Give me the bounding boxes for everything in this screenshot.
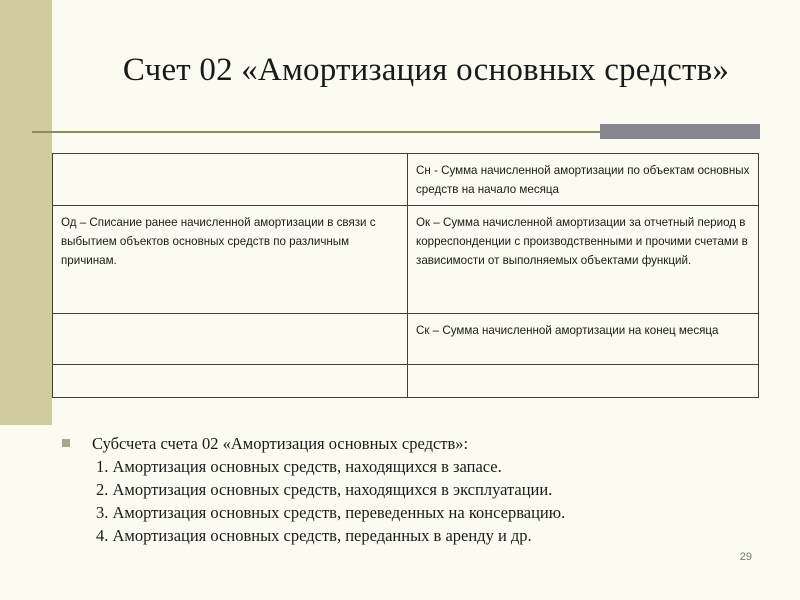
list-item: 2. Амортизация основных средств, находящихся в эксплуатации. — [96, 480, 553, 499]
debit-cell — [53, 365, 408, 398]
credit-cell-closing-balance: Ск – Сумма начисленной амортизации на конец месяца — [408, 314, 759, 365]
credit-cell-opening-balance: Сн - Сумма начисленной амортизации по объектам основных средств на начало месяца — [408, 154, 759, 206]
page-number: 29 — [739, 551, 752, 563]
subaccounts-heading: Субсчета счета 02 «Амортизация основных средств»: — [92, 434, 469, 453]
table-row — [53, 206, 759, 314]
list-item: 3. Амортизация основных средств, переведенных на консервацию. — [96, 503, 566, 522]
table-row — [53, 154, 759, 206]
list-item: 1. Амортизация основных средств, находящихся в запасе. — [96, 457, 502, 476]
subaccounts-heading-row — [62, 432, 565, 455]
title-divider — [32, 131, 600, 133]
decorative-left-band — [0, 0, 52, 425]
credit-cell — [408, 365, 759, 398]
subaccounts-list — [62, 432, 565, 547]
debit-cell — [53, 154, 408, 206]
credit-cell-turnover: Ок – Сумма начисленной амортизации за отчетный период в корреспонденции с производственными и прочими счетами в зависимости от выполняемых объектами функций. — [408, 206, 759, 314]
list-item: 4. Амортизация основных средств, переданных в аренду и др. — [96, 526, 532, 545]
table-row — [53, 314, 759, 365]
account-table — [52, 153, 759, 398]
debit-cell-turnover: Од – Списание ранее начисленной амортизации в связи с выбытием объектов основных средств по различным причинам. — [53, 206, 408, 314]
title-divider-block — [600, 124, 760, 139]
table-row — [53, 365, 759, 398]
square-bullet-icon — [62, 439, 70, 447]
debit-cell — [53, 314, 408, 365]
slide-title: Счет 02 «Амортизация основных средств» — [122, 52, 730, 88]
